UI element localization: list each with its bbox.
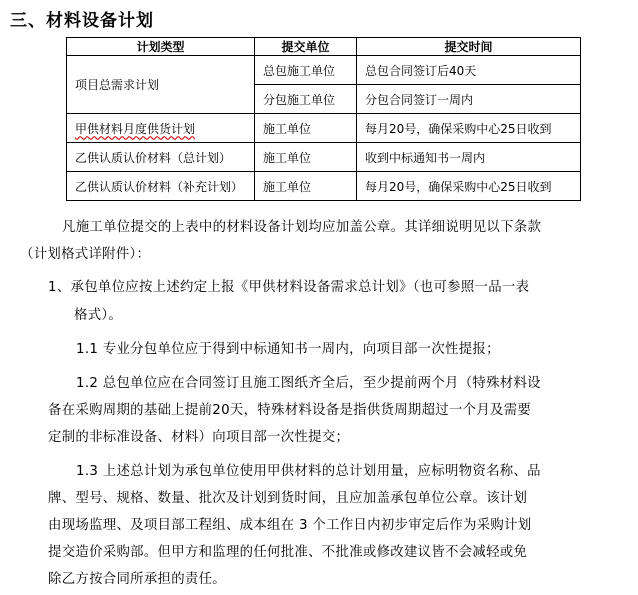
table-header-row bbox=[67, 38, 581, 56]
intro-line-2: （计划格式详附件）： bbox=[20, 247, 151, 262]
item-1-2-line-1: 1.2 总包单位应在合同签订且施工图纸齐全后，至少提前两个月（特殊材料设 bbox=[76, 376, 541, 391]
cell-time: 总包合同签订后40天 bbox=[357, 56, 581, 85]
table-row bbox=[67, 143, 581, 172]
intro-line-1: 凡施工单位提交的上表中的材料设备计划均应加盖公章。其详细说明见以下条款 bbox=[62, 220, 542, 235]
table-row bbox=[67, 56, 581, 85]
header-submit-unit: 提交单位 bbox=[255, 38, 357, 56]
cell-unit: 总包施工单位 bbox=[255, 56, 357, 85]
cell-unit: 分包施工单位 bbox=[255, 85, 357, 114]
table-row bbox=[67, 172, 581, 201]
cell-plan-type: 乙供认质认价材料（补充计划） bbox=[67, 172, 255, 201]
cell-plan-type: 项目总需求计划 bbox=[67, 56, 255, 114]
plan-table bbox=[66, 37, 581, 201]
cell-time: 每月20号，确保采购中心25日收到 bbox=[357, 172, 581, 201]
header-submit-time: 提交时间 bbox=[357, 38, 581, 56]
cell-unit: 施工单位 bbox=[255, 114, 357, 143]
item-1-3-line-5: 除乙方按合同所承担的责任。 bbox=[48, 572, 226, 587]
cell-time: 分包合同签订一周内 bbox=[357, 85, 581, 114]
cell-plan-type: 甲供材料月度供货计划 bbox=[67, 114, 255, 143]
cell-unit: 施工单位 bbox=[255, 172, 357, 201]
item-1-line-1: 1、承包单位应按上述约定上报《甲供材料设备需求总计划》（也可参照一品一表 bbox=[48, 280, 530, 295]
item-1-3-line-2: 牌、型号、规格、数量、批次及计划到货时间，且应加盖承包单位公章。该计划 bbox=[48, 491, 528, 506]
item-1-2-line-2: 备在采购周期的基础上提前20天，特殊材料设备是指供货周期超过一个月及需要 bbox=[48, 403, 532, 418]
cell-time: 收到中标通知书一周内 bbox=[357, 143, 581, 172]
item-1-1: 1.1 专业分包单位应于得到中标通知书一周内，向项目部一次性提报； bbox=[76, 342, 500, 357]
cell-plan-type: 乙供认质认价材料（总计划） bbox=[67, 143, 255, 172]
item-1-2-line-3: 定制的非标准设备、材料）向项目部一次性提交； bbox=[48, 430, 350, 445]
header-plan-type: 计划类型 bbox=[67, 38, 255, 56]
section-title: 三、材料设备计划 bbox=[10, 11, 154, 31]
item-1-3-line-4: 提交造价采购部。但甲方和监理的任何批准、不批准或修改建议皆不会减轻或免 bbox=[48, 545, 528, 560]
cell-unit: 施工单位 bbox=[255, 143, 357, 172]
cell-time: 每月20号，确保采购中心25日收到 bbox=[357, 114, 581, 143]
item-1-line-2: 格式）。 bbox=[74, 308, 123, 323]
item-1-3-line-3: 由现场监理、及项目部工程组、成本组在 3 个工作日内初步审定后作为采购计划 bbox=[48, 518, 532, 533]
table-row bbox=[67, 114, 581, 143]
item-1-3-line-1: 1.3 上述总计划为承包单位使用甲供材料的总计划用量，应标明物资名称、品 bbox=[76, 464, 541, 479]
